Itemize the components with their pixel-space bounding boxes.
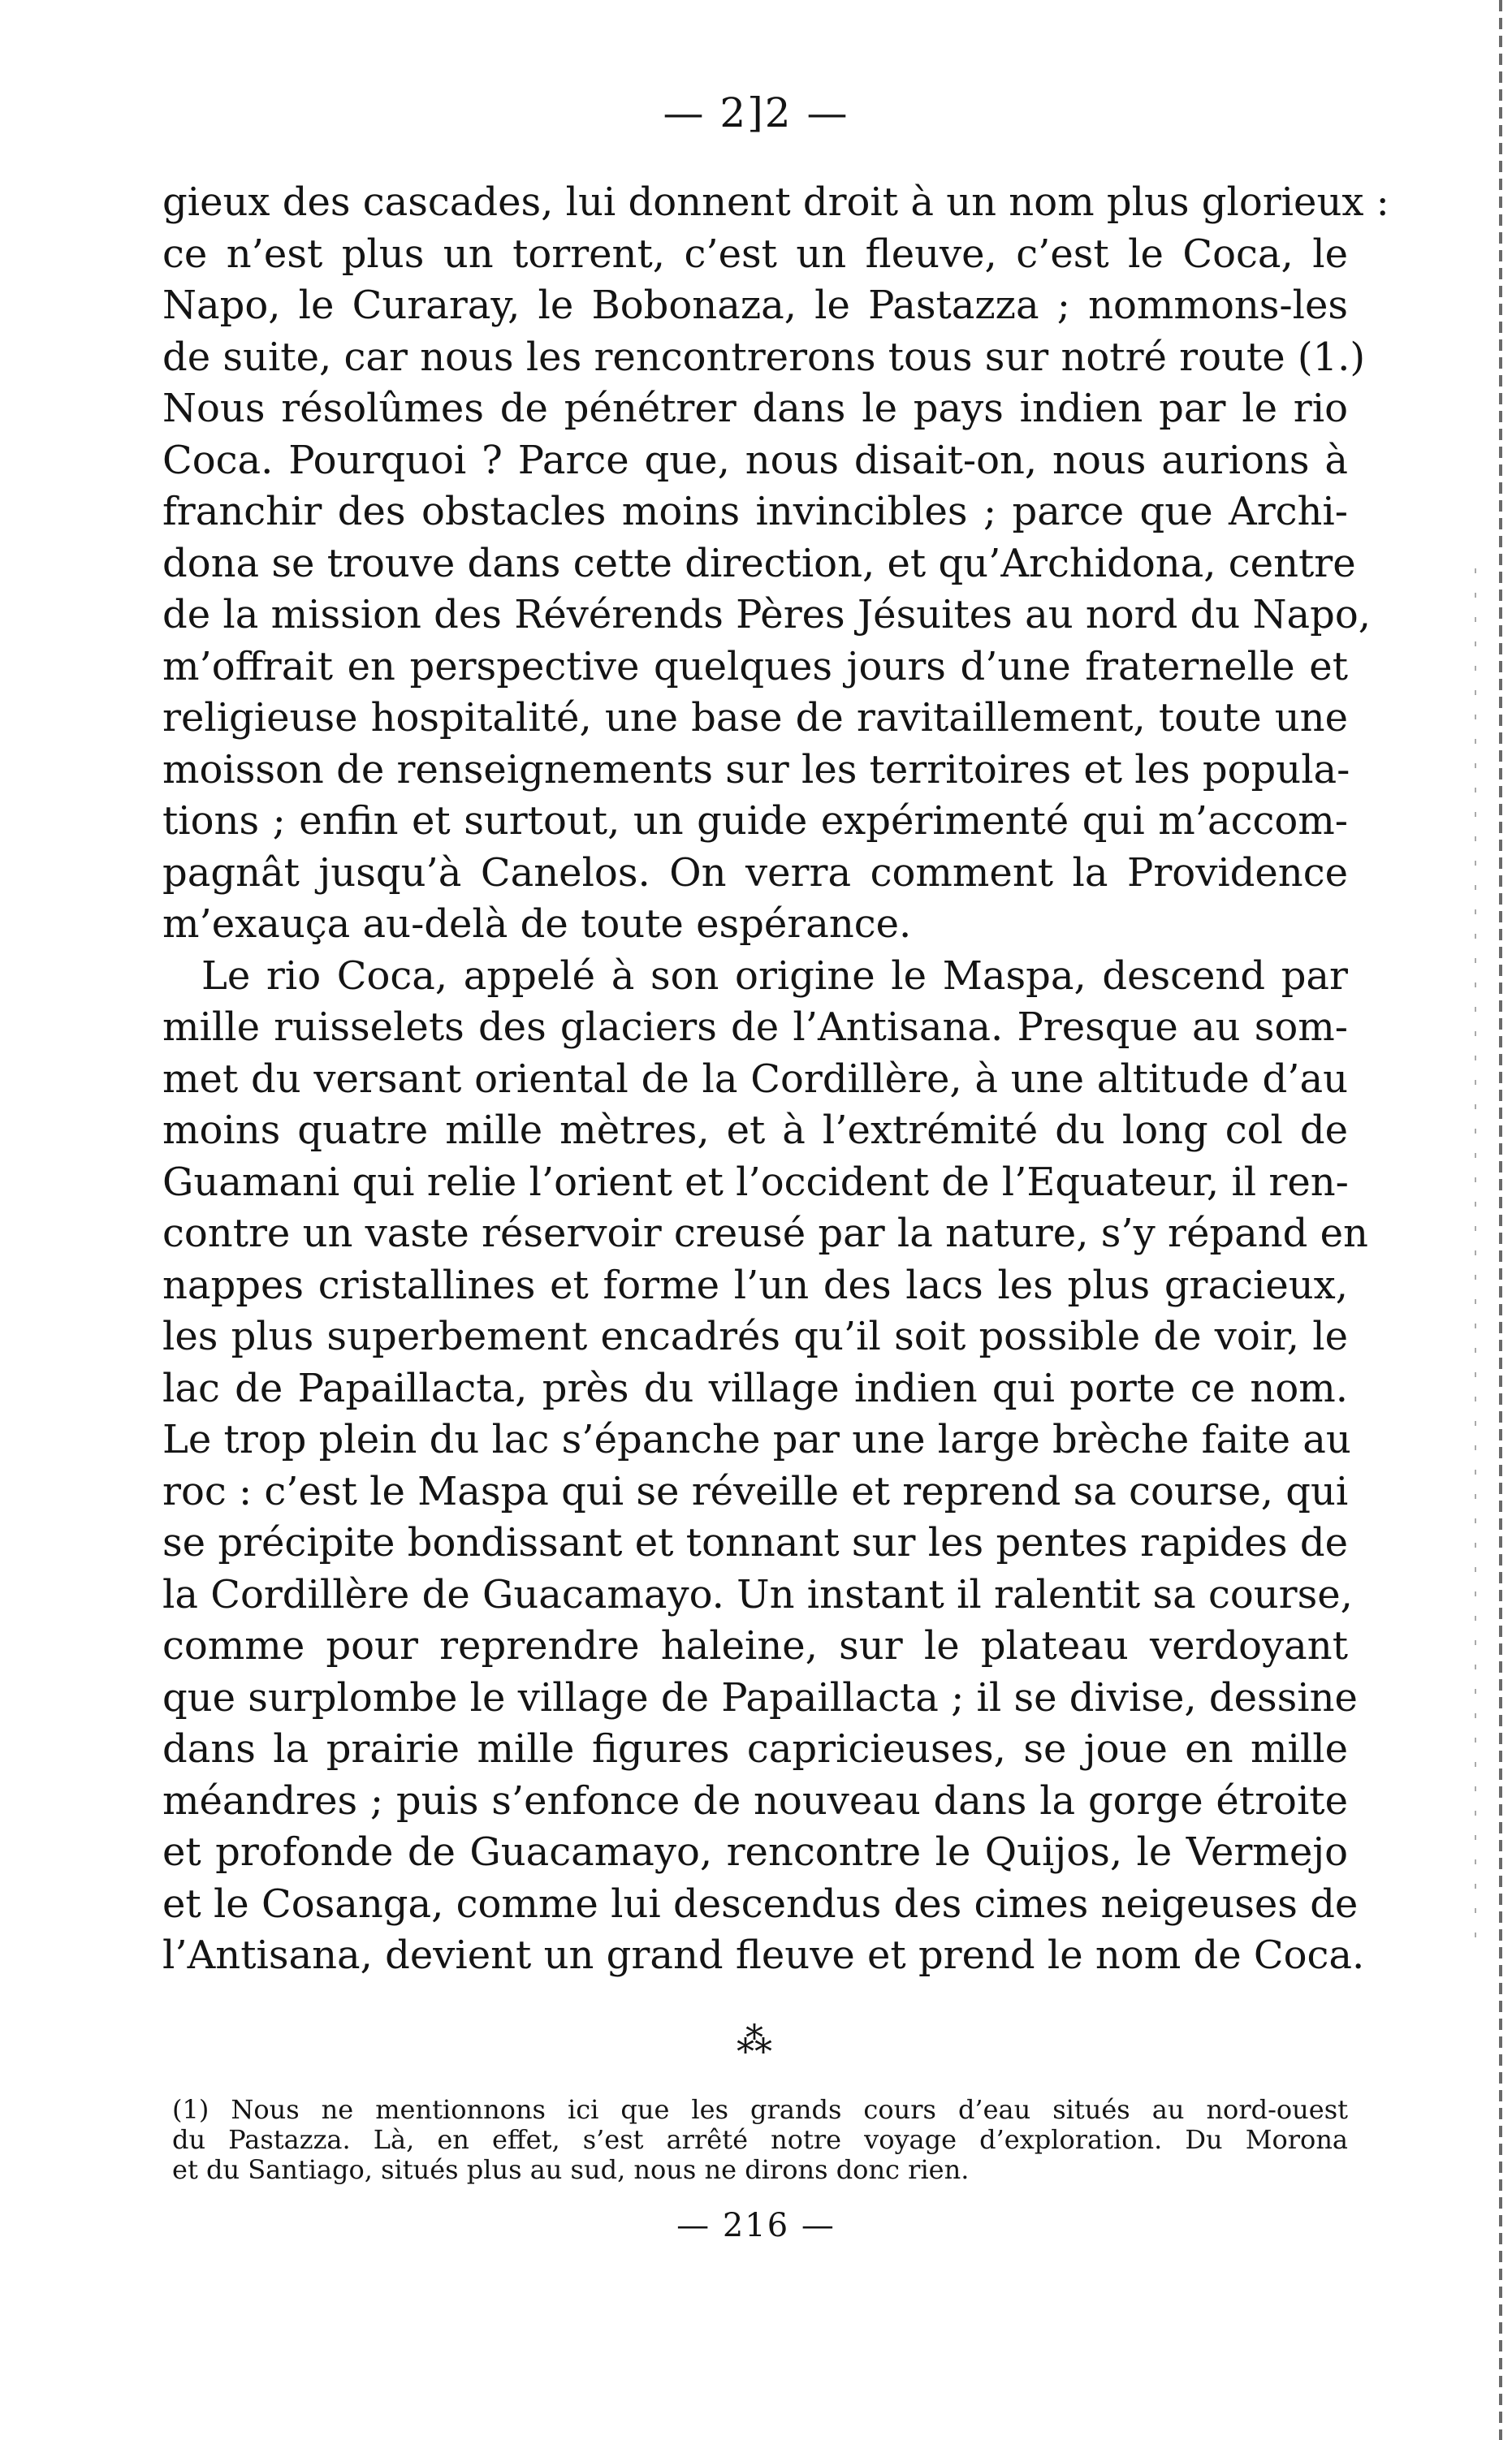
body-text (162, 177, 1389, 1982)
body-line: l’Antisana, devient un grand fleuve et prend le nom de Coca. (162, 1933, 1365, 1978)
body-line: m’offrait en perspective quelques jours d’une fraternelle et (162, 643, 1348, 689)
body-line: lac de Papaillacta, près du village indien qui porte ce nom. (162, 1365, 1348, 1411)
body-line: mille ruisselets des glaciers de l’Antisana. Presque au som- (162, 1004, 1348, 1050)
body-line: pagnât jusqu’à Canelos. On verra comment la Providence (162, 849, 1348, 896)
body-line: Coca. Pourquoi ? Parce que, nous disait-on, nous aurions à (162, 437, 1348, 483)
footnote (172, 2095, 1348, 2185)
page-number-footer: — 216 — (676, 2207, 836, 2244)
body-line: Napo, le Curaray, le Bobonaza, le Pastazza ; nommons-les (162, 283, 1348, 328)
footnote-line: (1) Nous ne mentionnons ici que les grands cours d’eau situés au nord-ouest (172, 2094, 1348, 2125)
body-line: franchir des obstacles moins invincibles ; parce que Archi- (162, 489, 1348, 534)
body-line: Nous résolûmes de pénétrer dans le pays indien par le rio (162, 386, 1348, 431)
section-separator: ⁂ (737, 2020, 775, 2062)
body-line: Guamani qui relie l’orient et l’occident de l’Equateur, il ren- (162, 1159, 1349, 1205)
body-line: se précipite bondissant et tonnant sur les pentes rapides de (162, 1520, 1348, 1565)
body-line: moisson de renseignements sur les territoires et les popula- (162, 746, 1350, 792)
page-number-header: — 2]2 — (663, 89, 849, 136)
binding-edge-marks (1475, 568, 1476, 1949)
body-line: religieuse hospitalité, une base de ravitaillement, toute une (162, 695, 1348, 741)
body-line: et profonde de Guacamayo, rencontre le Quijos, le Vermejo (162, 1829, 1348, 1875)
body-line: et le Cosanga, comme lui descendus des cimes neigeuses de (162, 1881, 1359, 1927)
binding-edge (1499, 0, 1502, 2440)
body-line: Le rio Coca, appelé à son origine le Maspa, descend par (201, 952, 1348, 999)
body-line: contre un vaste réservoir creusé par la nature, s’y répand en (162, 1211, 1368, 1256)
body-line: comme pour reprendre haleine, sur le plateau verdoyant (162, 1623, 1348, 1669)
body-line: dans la prairie mille figures capricieuses, se joue en mille (162, 1726, 1348, 1772)
body-line: ce n’est plus un torrent, c’est un fleuve, c’est le Coca, le (162, 231, 1348, 277)
body-line: nappes cristallines et forme l’un des lacs les plus gracieux, (162, 1262, 1348, 1308)
body-line: Le trop plein du lac s’épanche par une large brèche faite au (162, 1417, 1351, 1462)
body-line: la Cordillère de Guacamayo. Un instant il ralentit sa course, (162, 1571, 1353, 1617)
body-line: gieux des cascades, lui donnent droit à un nom plus glorieux : (162, 179, 1389, 225)
footnote-line: du Pastazza. Là, en effet, s’est arrêté notre voyage d’exploration. Du Morona (172, 2124, 1348, 2155)
body-line: m’exauça au-delà de toute espérance. (162, 901, 912, 947)
body-line: roc : c’est le Maspa qui se réveille et reprend sa course, qui (162, 1468, 1349, 1514)
body-line: de suite, car nous les rencontrerons tous sur notré route (1.) (162, 334, 1366, 380)
body-line: dona se trouve dans cette direction, et qu’Archidona, centre (162, 540, 1356, 586)
body-line: met du versant oriental de la Cordillère, à une altitude d’au (162, 1056, 1348, 1102)
body-line: de la mission des Révérends Pères Jésuites au nord du Napo, (162, 592, 1371, 637)
body-line: que surplombe le village de Papaillacta ; il se divise, dessine (162, 1674, 1358, 1721)
body-line: méandres ; puis s’enfonce de nouveau dans la gorge étroite (162, 1777, 1348, 1824)
body-line: les plus superbement encadrés qu’il soit possible de voir, le (162, 1314, 1348, 1359)
body-line: moins quatre mille mètres, et à l’extrémité du long col de (162, 1108, 1348, 1153)
body-line: tions ; enfin et surtout, un guide expérimenté qui m’accom- (162, 798, 1348, 844)
footnote-line: et du Santiago, situés plus au sud, nous ne dirons donc rien. (172, 2154, 970, 2185)
